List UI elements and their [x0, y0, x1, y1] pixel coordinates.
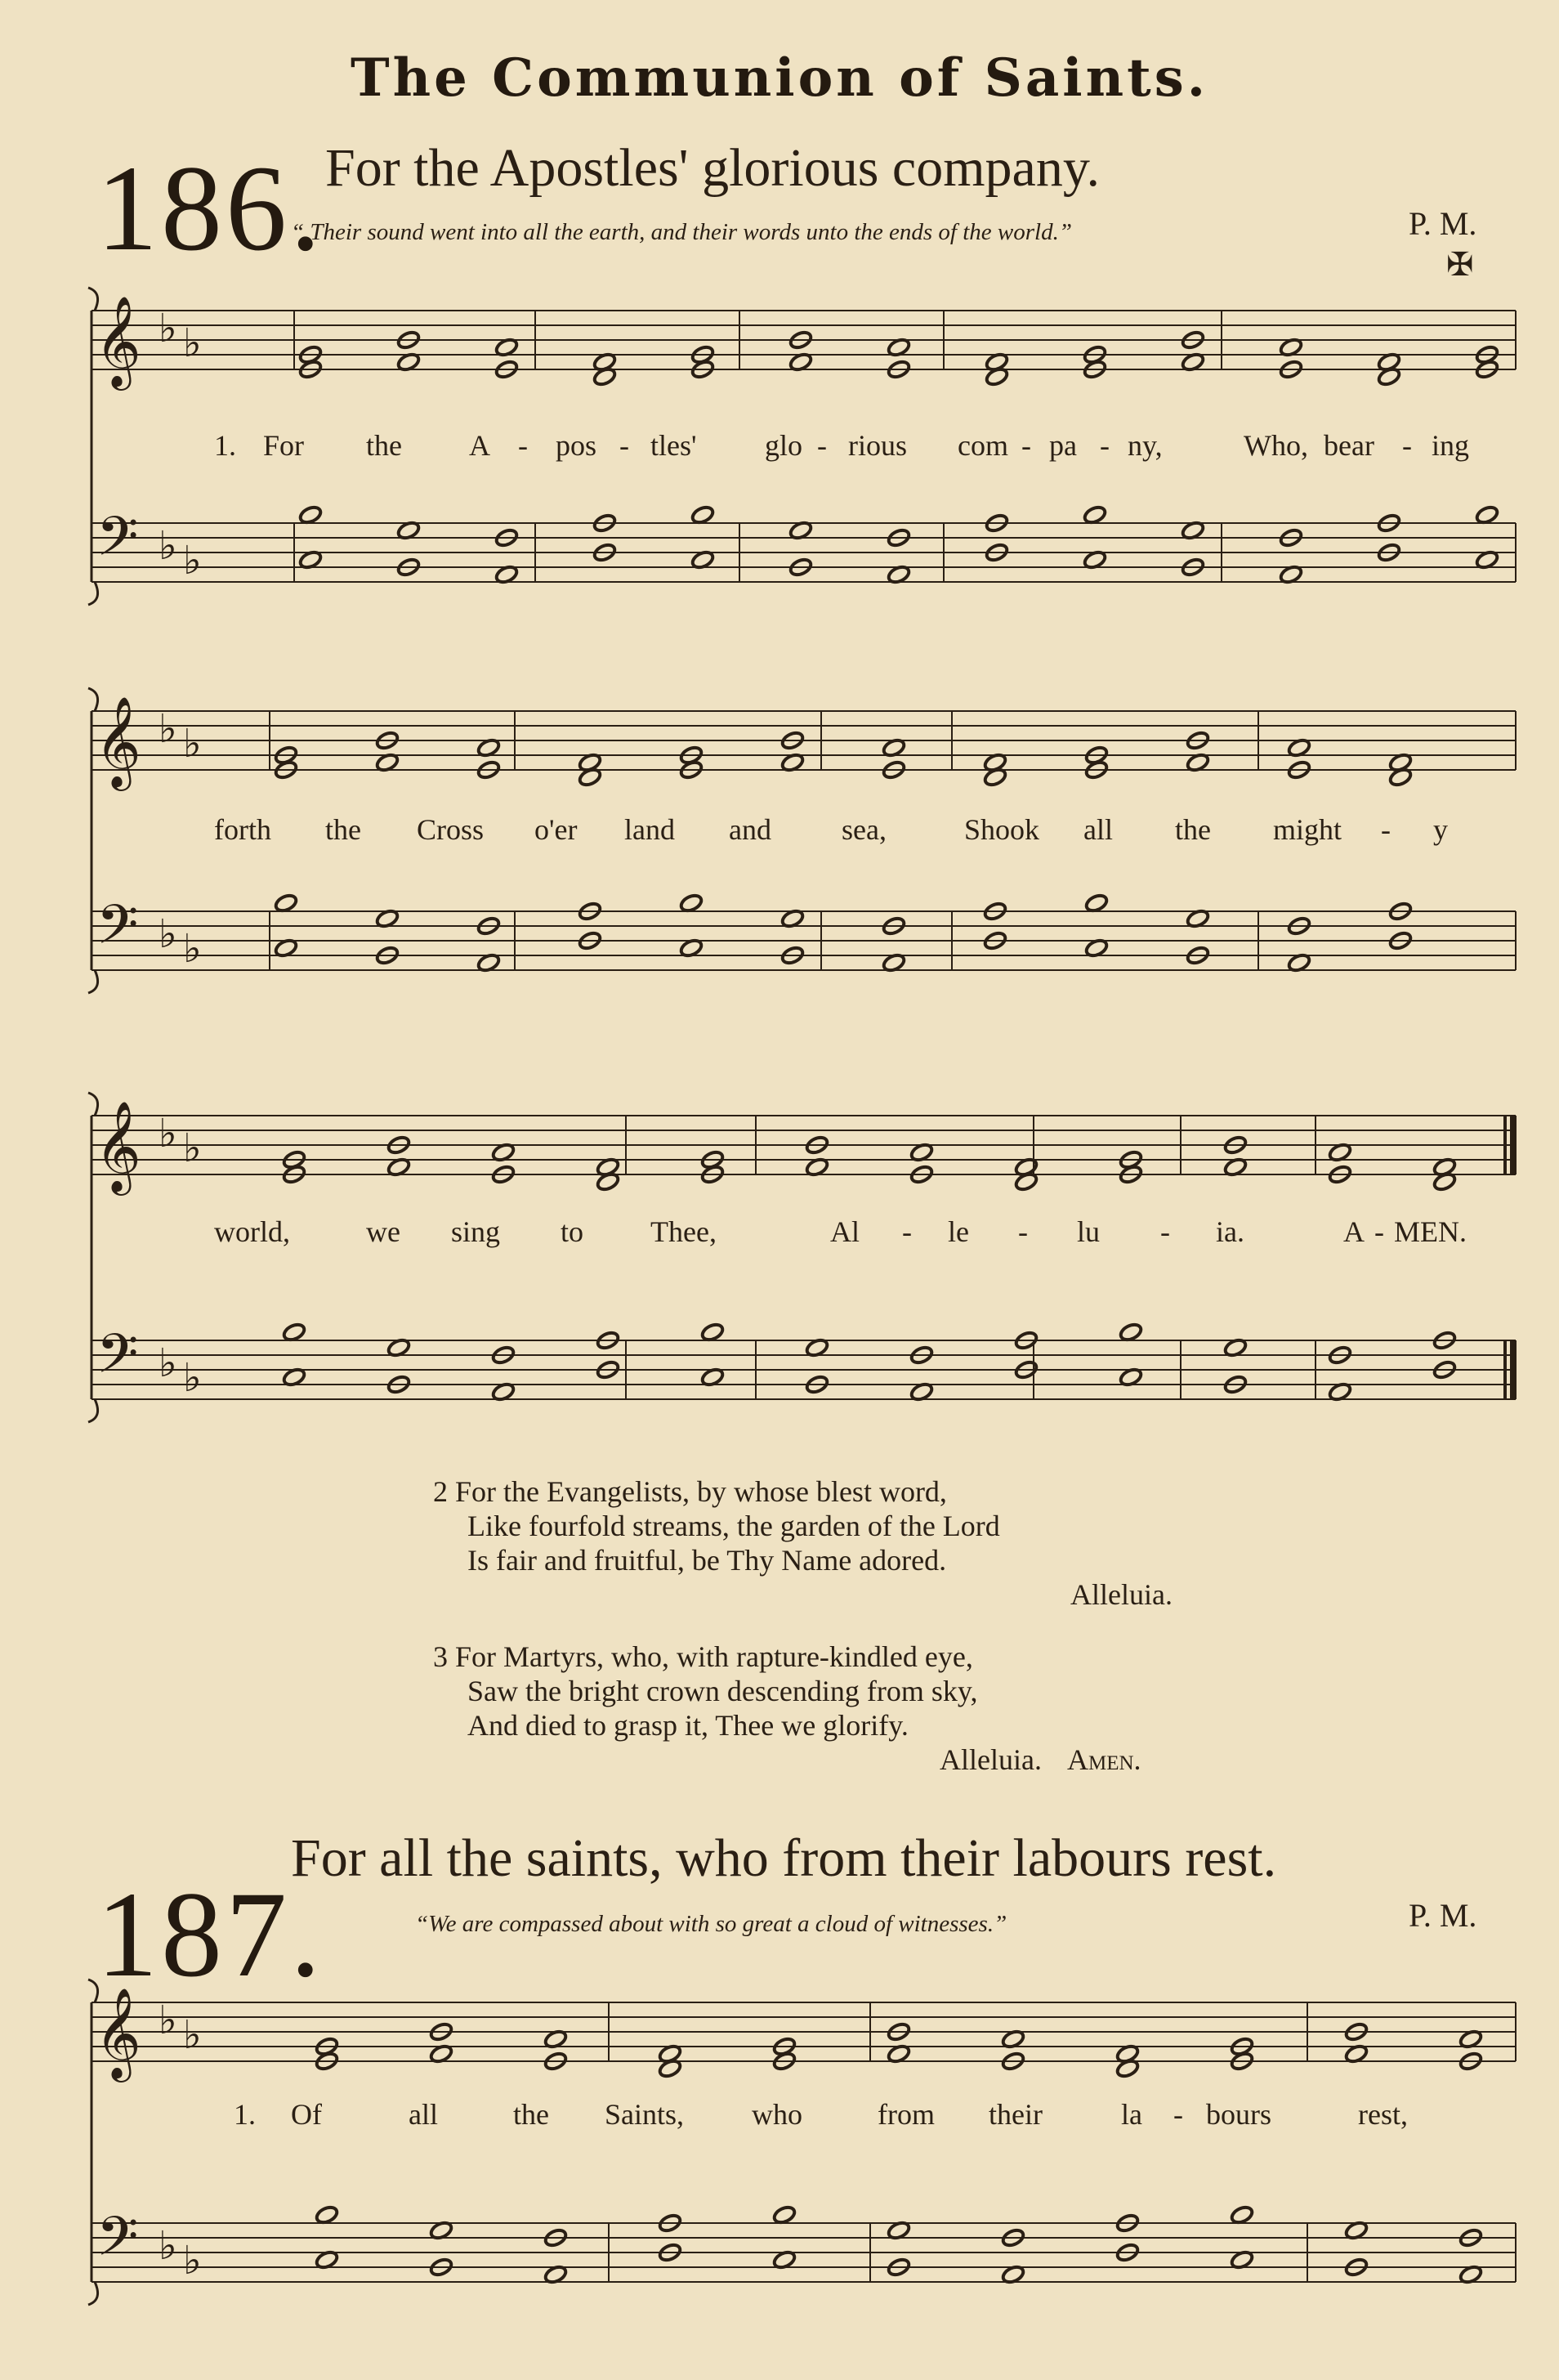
- verse-line: For Martyrs, who, with rapture-kindled eye,: [455, 1640, 973, 1673]
- verse-line: Saw the bright crown descending from sky,: [467, 1675, 978, 1707]
- bass-clef-icon: 𝄢: [96, 505, 139, 581]
- lyric-syllable: -: [1381, 813, 1391, 846]
- lyric-syllable: Saints,: [605, 2098, 685, 2131]
- lyric-syllable: -: [518, 429, 528, 462]
- lyric-syllable: MEN.: [1394, 1215, 1467, 1248]
- hymn-186-title: For the Apostles' glorious company.: [325, 138, 1101, 198]
- hymn-186-number: 186.: [96, 141, 324, 276]
- lyric-syllable: tles': [650, 429, 697, 462]
- lyric-syllable: who: [752, 2098, 802, 2131]
- flat-sign-icon: ♭: [159, 523, 177, 569]
- lyric-syllable: to: [561, 1215, 584, 1248]
- verse-2: [433, 1474, 1173, 1612]
- bass-note: [298, 504, 323, 525]
- lyric-syllable: Thee,: [650, 1215, 717, 1248]
- lyrics-line-2: [0, 812, 1559, 861]
- lyric-syllable: all: [409, 2098, 438, 2131]
- verse-line: Is fair and fruitful, be Thy Name adored.: [467, 1544, 947, 1577]
- lyric-syllable: sing: [451, 1215, 501, 1248]
- lyric-syllable: -: [619, 429, 629, 462]
- bass-note: [315, 2204, 339, 2225]
- bass-clef-icon: 𝄢: [96, 1322, 139, 1398]
- lyric-syllable: ing: [1432, 429, 1470, 462]
- lyric-syllable: pa: [1049, 429, 1077, 462]
- flat-sign-icon: ♭: [159, 306, 177, 351]
- bass-note: [679, 892, 704, 913]
- lyric-syllable: and: [729, 813, 771, 846]
- lyric-syllable: A: [1343, 1215, 1365, 1248]
- lyric-syllable: -: [1402, 429, 1412, 462]
- lyric-syllable: ny,: [1128, 429, 1163, 462]
- lyric-syllable: -: [1021, 429, 1031, 462]
- lyric-syllable: all: [1083, 813, 1113, 846]
- lyric-syllable: might: [1273, 813, 1342, 846]
- lyrics-187-line-1: [0, 2097, 1559, 2146]
- lyric-syllable: glo: [765, 429, 803, 462]
- flat-sign-icon: ♭: [183, 538, 202, 584]
- flat-sign-icon: ♭: [183, 1125, 202, 1171]
- bass-note: [274, 892, 298, 913]
- lyric-syllable: the: [513, 2098, 549, 2131]
- lyric-syllable: Shook: [964, 813, 1040, 846]
- hymn-186-epigraph: “ Their sound went into all the earth, and their words unto the ends of the world.”: [291, 219, 1072, 245]
- bass-note: [1230, 2204, 1254, 2225]
- verse-line: Like fourfold streams, the garden of the Lord: [467, 1510, 1000, 1542]
- lyric-syllable: o'er: [534, 813, 578, 846]
- lyric-syllable: 1.: [214, 429, 236, 462]
- flat-sign-icon: ♭: [159, 911, 177, 957]
- brace-bottom-icon: [88, 2282, 98, 2305]
- lyric-syllable: la: [1121, 2098, 1142, 2131]
- lyric-syllable: -: [1160, 1215, 1170, 1248]
- flat-sign-icon: ♭: [183, 2012, 202, 2058]
- lyric-syllable: -: [1018, 1215, 1028, 1248]
- flat-sign-icon: ♭: [183, 1355, 202, 1401]
- brace-bottom-icon: [88, 970, 98, 993]
- flat-sign-icon: ♭: [183, 320, 202, 366]
- lyric-syllable: forth: [214, 813, 271, 846]
- lyric-syllable: pos: [556, 429, 597, 462]
- lyric-syllable: -: [1173, 2098, 1183, 2131]
- lyric-syllable: rest,: [1358, 2098, 1408, 2131]
- brace-bottom-icon: [88, 1399, 98, 1422]
- lyric-syllable: we: [366, 1215, 400, 1248]
- lyric-syllable: -: [1374, 1215, 1384, 1248]
- lyric-syllable: Cross: [417, 813, 485, 846]
- bass-clef-icon: 𝄢: [96, 893, 139, 969]
- lyric-syllable: Who,: [1244, 429, 1308, 462]
- bass-note: [1084, 892, 1109, 913]
- lyric-syllable: the: [366, 429, 402, 462]
- lyric-syllable: rious: [848, 429, 907, 462]
- lyric-syllable: -: [1100, 429, 1110, 462]
- verse-line: For the Evangelists, by whose blest word,: [455, 1475, 947, 1508]
- lyric-syllable: Of: [291, 2098, 322, 2131]
- lyric-syllable: y: [1433, 813, 1448, 846]
- lyric-syllable: from: [878, 2098, 935, 2131]
- verse-refrain: Alleluia.: [940, 1743, 1042, 1776]
- bass-note: [1119, 1322, 1143, 1342]
- verse-refrain: Alleluia.: [1070, 1578, 1173, 1611]
- bass-note: [772, 2204, 797, 2225]
- lyric-syllable: bours: [1206, 2098, 1271, 2131]
- bass-clef-icon: 𝄢: [96, 2205, 139, 2281]
- flat-sign-icon: ♭: [183, 2238, 202, 2284]
- flat-sign-icon: ♭: [183, 926, 202, 972]
- flat-sign-icon: ♭: [159, 1340, 177, 1386]
- lyric-syllable: the: [325, 813, 361, 846]
- flat-sign-icon: ♭: [159, 706, 177, 752]
- lyric-syllable: land: [624, 813, 675, 846]
- brace-bottom-icon: [88, 582, 98, 605]
- lyric-syllable: 1.: [234, 2098, 256, 2131]
- verse-amen: Amen.: [1066, 1743, 1141, 1776]
- treble-clef-icon: 𝄞: [95, 1987, 141, 2078]
- treble-clef-icon: 𝄞: [95, 1100, 141, 1192]
- hymn-187-meter: P. M.: [1409, 1897, 1477, 1934]
- hymn-187-title: For all the saints, who from their labours rest.: [291, 1828, 1277, 1888]
- hymn-187-epigraph: “We are compassed about with so great a cloud of witnesses.”: [415, 1911, 1007, 1937]
- bass-note: [1083, 504, 1107, 525]
- lyric-syllable: bear: [1324, 429, 1374, 462]
- verse-line: And died to grasp it, Thee we glorify.: [467, 1709, 909, 1742]
- lyric-syllable: lu: [1077, 1215, 1101, 1248]
- lyric-syllable: A: [469, 429, 490, 462]
- lyric-syllable: ia.: [1216, 1215, 1244, 1248]
- bass-note: [690, 504, 715, 525]
- flat-sign-icon: ♭: [183, 721, 202, 767]
- lyric-syllable: sea,: [842, 813, 887, 846]
- lyric-syllable: their: [989, 2098, 1043, 2131]
- lyric-syllable: world,: [214, 1215, 290, 1248]
- bass-note: [1475, 504, 1499, 525]
- lyric-syllable: le: [948, 1215, 969, 1248]
- lyric-syllable: -: [817, 429, 827, 462]
- section-title: The Communion of Saints.: [351, 47, 1208, 109]
- meter-cross-icon: ✠: [1446, 246, 1474, 283]
- treble-clef-icon: 𝄞: [95, 696, 141, 787]
- flat-sign-icon: ♭: [159, 1998, 177, 2043]
- lyrics-line-1: [0, 428, 1559, 477]
- verse-number: 2: [433, 1475, 448, 1508]
- lyrics-line-3: [0, 1215, 1559, 1264]
- bass-note: [700, 1322, 725, 1342]
- flat-sign-icon: ♭: [159, 1111, 177, 1156]
- treble-clef-icon: 𝄞: [95, 295, 141, 387]
- hymn-187-number: 187.: [96, 1867, 324, 2002]
- lyric-syllable: com: [958, 429, 1008, 462]
- bass-note: [282, 1322, 306, 1342]
- hymn-186-meter: P. M.: [1409, 205, 1477, 242]
- verse-3: [433, 1640, 1141, 1777]
- lyric-syllable: the: [1175, 813, 1211, 846]
- lyric-syllable: Al: [830, 1215, 860, 1248]
- flat-sign-icon: ♭: [159, 2223, 177, 2269]
- verse-number: 3: [433, 1640, 448, 1673]
- lyric-syllable: -: [902, 1215, 912, 1248]
- lyric-syllable: For: [263, 429, 305, 462]
